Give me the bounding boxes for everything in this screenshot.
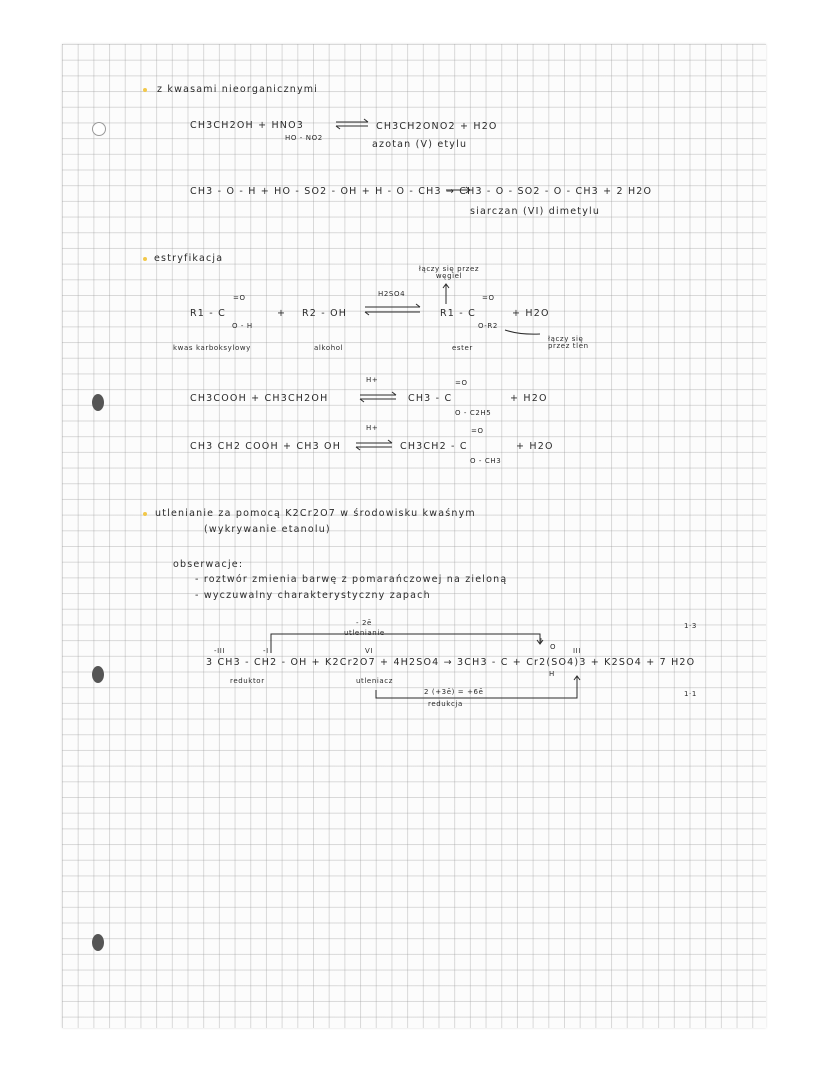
label-oxidizing-agent: utleniacz — [356, 677, 394, 685]
ox-state-minus1: -I — [263, 647, 269, 655]
ox-state-iii: III — [573, 647, 581, 655]
oxidation-label: utlenianie — [344, 629, 385, 637]
ester-bond-carbon-label: łączy się przez węgiel — [418, 265, 480, 280]
observations-title: obserwacje: — [173, 559, 244, 570]
ester-product: R1 - C — [440, 308, 476, 319]
reaction3-ethoxy: O - C2H5 — [455, 409, 492, 417]
label-alcohol: alkohol — [314, 344, 344, 352]
label-ester: ester — [452, 344, 473, 352]
reaction1-hno3-formula: HO - NO2 — [285, 134, 323, 142]
ester-bond-oxygen-label: łączy się przez tlen — [548, 335, 589, 350]
reaction3-water: + H2O — [510, 393, 548, 404]
reduction-bracket — [376, 676, 577, 698]
reaction3-product: CH3 - C — [408, 393, 453, 404]
section-subtitle-ethanol-detection: (wykrywanie etanolu) — [204, 524, 331, 535]
reaction4-carbonyl: =O — [471, 427, 484, 435]
reduction-electrons: 2 (+3ē) = +6ē — [424, 688, 484, 696]
ox-state-vi: VI — [365, 647, 374, 655]
ox-state-minus3: -III — [214, 647, 226, 655]
reaction3-reactants: CH3COOH + CH3CH2OH — [190, 393, 329, 404]
reaction4-reactants: CH3 CH2 COOH + CH3 OH — [190, 441, 342, 452]
reaction3-carbonyl: =O — [455, 379, 468, 387]
ratio-reduction: 1·1 — [684, 690, 697, 698]
aldehyde-oxygen: O — [550, 643, 557, 651]
ester-acid: R1 - C — [190, 308, 226, 319]
reaction1-products: CH3CH2ONO2 + H2O — [376, 121, 498, 132]
reaction2-equation: CH3 - O - H + HO - SO2 - OH + H - O - CH3 → CH3 - O - SO2 - O - CH3 + 2 H2O — [190, 186, 653, 197]
oxidation-bracket — [271, 634, 540, 653]
reaction4-product: CH3CH2 - C — [400, 441, 468, 452]
reaction4-catalyst: H+ — [366, 424, 379, 432]
reaction2-product-name: siarczan (VI) dimetylu — [470, 206, 601, 217]
reduction-label: redukcja — [428, 700, 463, 708]
ester-water: + H2O — [512, 308, 550, 319]
ox-state-i: I — [540, 637, 543, 645]
reaction3-catalyst: H+ — [366, 376, 379, 384]
observation-smell: - wyczuwalny charakterystyczny zapach — [195, 590, 431, 601]
observation-color-change: - roztwór zmienia barwę z pomarańczowej na zieloną — [195, 574, 508, 585]
ester-catalyst: H2SO4 — [378, 290, 406, 298]
ester-alcohol: R2 - OH — [302, 308, 348, 319]
reaction4-methoxy: O - CH3 — [470, 457, 502, 465]
aldehyde-hydrogen: H — [549, 670, 555, 678]
reaction1-product-name: azotan (V) etylu — [372, 139, 468, 150]
ester-plus: + — [277, 308, 287, 319]
oxidation-electrons: - 2ē — [356, 619, 372, 627]
reaction4-water: + H2O — [516, 441, 554, 452]
oxidation-equation: 3 CH3 - CH2 - OH + K2Cr2O7 + 4H2SO4 → 3CH3 - C + Cr2(SO4)3 + K2SO4 + 7 H2O — [206, 657, 696, 668]
section-title-inorganic-acids: z kwasami nieorganicznymi — [157, 84, 319, 95]
section-title-oxidation: utlenianie za pomocą K2Cr2O7 w środowisku kwaśnym — [155, 508, 476, 519]
label-reducing-agent: reduktor — [230, 677, 265, 685]
reaction1-reactants: CH3CH2OH + HNO3 — [190, 120, 305, 131]
ester-acid-hydroxyl: O - H — [232, 322, 253, 330]
section-title-esterification: estryfikacja — [154, 253, 224, 264]
ester-product-carbonyl: =O — [482, 294, 495, 302]
ester-product-alkoxy: O-R2 — [478, 322, 498, 330]
pointer-arrow — [505, 330, 540, 334]
ester-acid-carbonyl: =O — [233, 294, 246, 302]
ratio-oxidation: 1·3 — [684, 622, 697, 630]
label-carboxylic-acid: kwas karboksylowy — [173, 344, 251, 352]
